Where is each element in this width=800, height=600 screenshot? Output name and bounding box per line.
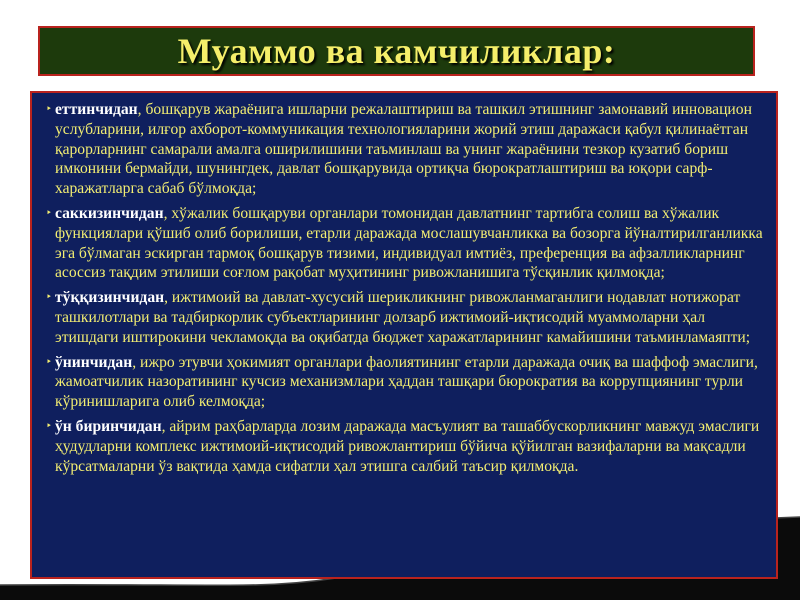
point-lead: еттинчидан [55,101,138,118]
point-lead: тўққизинчидан [55,289,165,307]
bullet-marker-icon: ‣ [46,356,52,368]
point-text: , ижро этувчи ҳокимият органлари фаолиятининг етарли даражада очиқ ва шаффоф эмаслиги, жамоатчилик назоратининг кучсиз механизмлари ҳаддан ташқари бюрократия ва коррупциянинг турли кўринишларига олиб келмоқда; [55,353,758,411]
bullet-point-10 [46,353,768,412]
bullet-point-11 [46,417,768,476]
bullet-point-9 [46,288,768,347]
bullet-marker-icon: ‣ [46,292,52,304]
title-bar [38,26,755,76]
point-text: , айрим раҳбарларда лозим даражада масъулият ва ташаббускорликнинг мавжуд эмаслиги ҳудудларни комплекс ижтимоий-иқтисодий ривожлантириш бўйича қўйилган вазифаларни ва мақсадли кўрсатмаларни ўз вақтида ҳамда сифатли ҳал этишга салбий таъсир қилмоқда. [55,417,760,475]
point-text: , ижтимоий ва давлат-хусусий шерикликнинг ривожланмаганлиги нодавлат нотижорат ташкилотлари ва тадбиркорлик субъектларининг долзарб ижтимоий-иқтисодий муаммоларни ҳал этишдаги иштирокини чекламоқда ва оқибатда бюджет харажатларининг камайишини таъминламаяпти; [55,289,751,346]
bullet-point-7 [46,100,768,199]
bullet-marker-icon: ‣ [46,104,52,115]
point-text: , бошқарув жараёнига ишларни режалаштириш ва ташкил этишнинг замонавий инновацион услубларини, илғор ахборот-коммуникация технологияларини жорий этиш даражаси қабул қилинаётган қарорларнинг самарали амалга оширилишини таъминлаш ва унинг жараёнини тезкор кузатиб бориш имконини бермайди, шунингдек, давлат бошқарувида ортиқча бюрократлаштириш ва юқори сарф-харажатларга сабаб бўлмоқда; [55,101,752,198]
point-lead: ўн биринчидан [55,417,162,435]
bullet-point-8 [46,204,768,283]
point-lead: саккизинчидан [55,204,164,222]
slide-title: Муаммо ва камчиликлар: [177,31,616,71]
bullet-marker-icon: ‣ [46,207,52,219]
point-lead: ўнинчидан [55,353,133,371]
bullet-marker-icon: ‣ [46,420,52,432]
content-panel [30,91,778,579]
point-text: , хўжалик бошқаруви органлари томонидан давлатнинг тартибга солиш ва хўжалик функциялари қўшиб олиб борилиши, етарли даражада мослашувчанликка ва бозорга йўналтирилганликка эга бўлмаган эскирган тармоқ бошқарув тизими, индивидуал имтиёз, преференция ва афзалликларнинг асоссиз тақдим этилиши соғлом рақобат муҳитининг ривожланишига тўсқинлик қилмоқда; [55,204,763,282]
